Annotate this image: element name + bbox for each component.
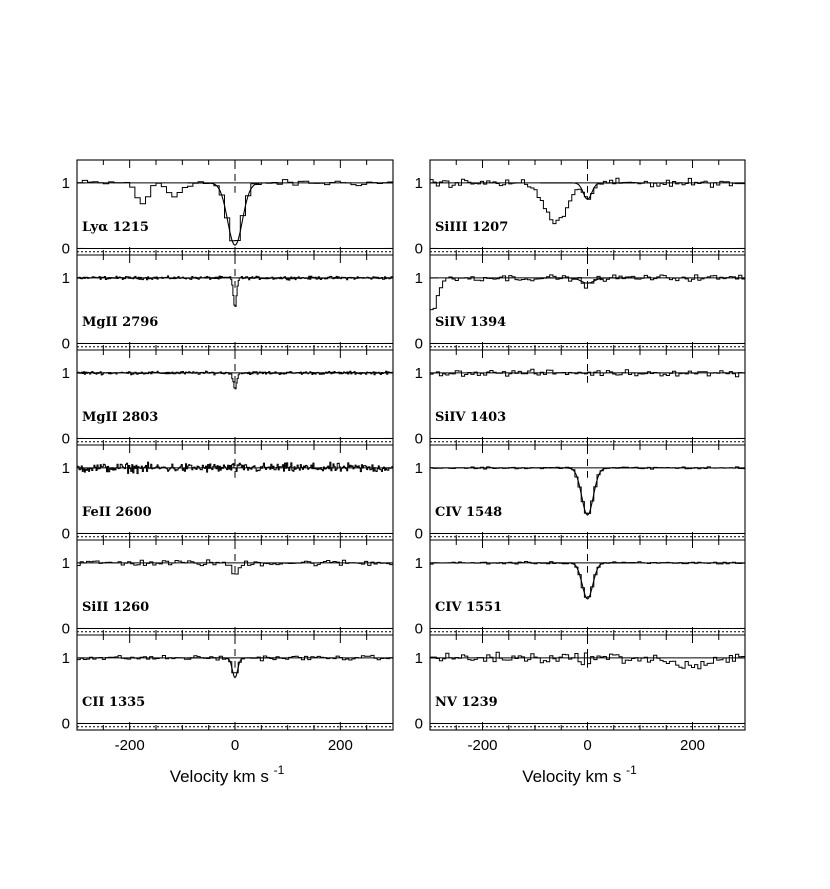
ion-label: MgII 2796 <box>82 315 159 330</box>
x-axis-title: Velocity km s $^{-1}$ <box>522 763 637 786</box>
y-tick-label: 1 <box>414 364 423 382</box>
ion-label: CIV 1548 <box>435 505 503 520</box>
spectrum-panel <box>62 540 393 637</box>
ion-label: SiIV 1394 <box>435 315 507 330</box>
y-tick-label: 0 <box>61 525 70 543</box>
ion-label: SiIV 1403 <box>435 410 507 425</box>
y-tick-label: 1 <box>414 649 423 667</box>
spectrum-trace <box>77 276 393 307</box>
panel-column-2 <box>415 160 745 786</box>
x-tick-label: -200 <box>467 737 498 754</box>
panel-columns <box>62 160 745 786</box>
y-tick-label: 1 <box>414 174 423 192</box>
spectrum-panel <box>415 635 745 732</box>
y-tick-label: 1 <box>61 554 70 572</box>
ion-label: FeII 2600 <box>82 505 152 520</box>
y-tick-label: 1 <box>61 649 70 667</box>
ion-label: SiIII 1207 <box>435 220 509 235</box>
spectrum-trace <box>430 275 745 310</box>
y-tick-label: 1 <box>61 459 70 477</box>
y-tick-label: 1 <box>414 554 423 572</box>
x-tick-label: 0 <box>230 737 240 754</box>
y-tick-label: 0 <box>414 240 423 258</box>
x-tick-label: 0 <box>583 737 592 754</box>
spectrum-panel <box>62 160 393 257</box>
y-tick-label: 1 <box>414 269 423 287</box>
ion-label: NV 1239 <box>435 695 498 710</box>
y-tick-label: 1 <box>414 459 423 477</box>
spectrum-panel <box>62 635 393 732</box>
spectrum-panel <box>62 445 393 542</box>
spectrum-trace <box>430 178 745 223</box>
x-axis-title: Velocity km s $^{-1}$ <box>169 763 285 786</box>
y-tick-label: 1 <box>61 174 70 192</box>
spectrum-panel <box>62 255 393 352</box>
x-axis-title-exponent: -1 <box>626 763 637 777</box>
y-tick-label: 0 <box>414 715 423 733</box>
x-tick-label: 200 <box>327 737 353 754</box>
panel-column-1 <box>62 160 393 786</box>
ion-label: Lyα 1215 <box>82 220 149 235</box>
ion-label: SiII 1260 <box>82 600 150 615</box>
y-tick-label: 0 <box>414 525 423 543</box>
y-tick-label: 0 <box>61 335 70 353</box>
spectrum-panel <box>415 255 745 352</box>
y-tick-label: 0 <box>414 620 423 638</box>
spectrum-panel <box>62 350 393 447</box>
y-tick-label: 0 <box>414 430 423 448</box>
ion-label: MgII 2803 <box>82 410 159 425</box>
spectrum-panel <box>415 160 745 257</box>
y-tick-label: 1 <box>61 269 70 287</box>
x-axis-title-exponent: -1 <box>273 763 285 777</box>
y-tick-label: 0 <box>61 620 70 638</box>
ion-label: CIV 1551 <box>435 600 503 615</box>
y-tick-label: 0 <box>61 430 70 448</box>
x-tick-label: 200 <box>679 737 706 754</box>
spectrum-panel <box>415 540 745 637</box>
x-tick-label: -200 <box>114 737 145 754</box>
y-tick-label: 1 <box>61 364 70 382</box>
ion-label: CII 1335 <box>82 695 146 710</box>
y-tick-label: 0 <box>61 715 70 733</box>
y-tick-label: 0 <box>414 335 423 353</box>
spectrum-panel <box>415 445 745 542</box>
y-tick-label: 0 <box>61 240 70 258</box>
spectrum-panel <box>415 350 745 447</box>
